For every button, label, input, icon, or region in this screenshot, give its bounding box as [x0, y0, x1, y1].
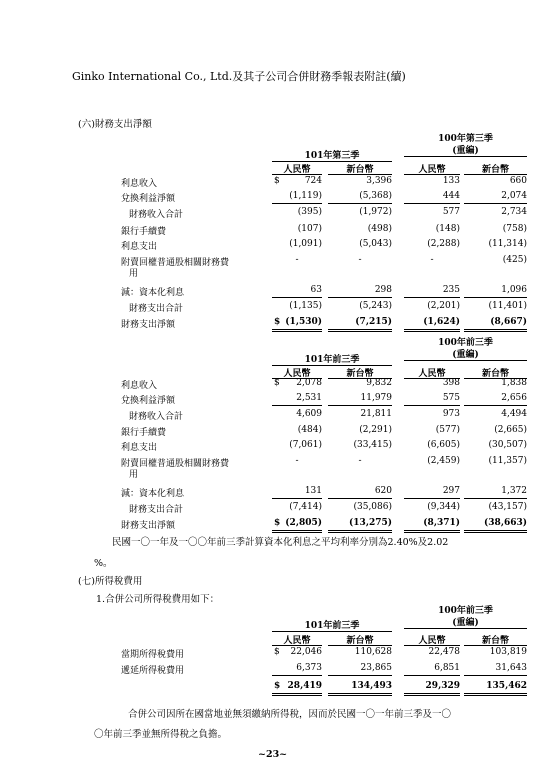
cell-value: (2,805): [285, 518, 322, 528]
column-header-rule: [464, 645, 527, 646]
cell-value: (577): [435, 425, 460, 435]
total-double-rule: [272, 329, 322, 332]
cell-value: (498): [367, 224, 392, 234]
cell-value: 133: [442, 176, 460, 186]
cell-value: (1,091): [289, 239, 322, 249]
section-7-subtitle: 1.合併公司所得稅費用如下：: [96, 594, 220, 605]
cell-value: (43,157): [488, 502, 527, 512]
column-group-b-subtitle: (重編): [452, 350, 479, 360]
cell-value: 134,493: [351, 681, 392, 691]
column-header: 新台幣: [481, 165, 509, 175]
cell-value: (395): [297, 207, 322, 217]
subtotal-rule: [464, 203, 527, 204]
row-label: 財務收入合計: [129, 210, 184, 220]
cell-value: (1,530): [285, 317, 322, 327]
total-double-rule: [464, 693, 527, 696]
column-group-b-subtitle: (重編): [452, 146, 479, 156]
subtotal-rule: [328, 675, 392, 676]
row-label: 附賣回權普通股相關財務費: [121, 459, 230, 469]
cell-value: (148): [435, 224, 460, 234]
cell-value: (2,665): [494, 425, 527, 435]
cell-value: (484): [297, 425, 322, 435]
column-header: 人民幣: [283, 369, 311, 379]
cell-value: (11,314): [488, 239, 527, 249]
subtotal-rule: [464, 498, 527, 499]
section-7-title: (七)所得稅費用: [78, 576, 143, 587]
total-double-rule: [272, 693, 322, 696]
column-group-b-subtitle: (重編): [452, 618, 479, 628]
cell-value: 1,372: [501, 486, 527, 496]
subtotal-rule: [404, 203, 460, 204]
column-header-rule: [272, 645, 322, 646]
total-double-rule: [404, 693, 460, 696]
cell-value: (8,667): [490, 317, 527, 327]
subtotal-rule: [272, 675, 322, 676]
subtotal-rule: [272, 203, 322, 204]
column-group-b-rule: [404, 628, 527, 629]
cell-value: (5,043): [359, 239, 392, 249]
cell-value: 135,462: [486, 681, 527, 691]
column-header-rule: [272, 174, 322, 175]
column-header-rule: [404, 645, 460, 646]
cell-value: (1,119): [289, 191, 322, 201]
cell-value: 577: [442, 207, 460, 217]
cell-value: 398: [442, 378, 460, 388]
total-double-rule: [272, 530, 322, 533]
subtotal-rule: [464, 405, 527, 406]
cell-value: (1,972): [359, 207, 392, 217]
column-header: 新台幣: [346, 636, 374, 646]
cell-value: (1,624): [423, 317, 460, 327]
cell-value: 103,819: [489, 647, 527, 657]
total-double-rule: [328, 693, 392, 696]
row-label: 兌換利益淨額: [121, 396, 176, 406]
cell-value: 620: [374, 486, 392, 496]
cell-value: 973: [442, 409, 460, 419]
column-group-b-title: 100年第三季: [438, 134, 493, 144]
cell-value: 1,838: [501, 378, 527, 388]
subtotal-rule: [328, 498, 392, 499]
cell-value: 2,078: [296, 378, 322, 388]
capitalization-rate-note-line2: %。: [94, 558, 113, 569]
cell-value: 29,329: [425, 681, 460, 691]
column-group-a-title: 101年第三季: [304, 151, 360, 161]
cell-value: (11,357): [488, 456, 527, 466]
subtotal-rule: [328, 297, 392, 298]
cell-value: -: [358, 456, 362, 466]
column-header: 新台幣: [481, 369, 509, 379]
cell-value: (7,414): [289, 502, 322, 512]
row-label: 利息收入: [121, 179, 158, 189]
cell-value: 22,478: [428, 647, 460, 657]
cell-value: (5,243): [359, 301, 392, 311]
row-label: 減：資本化利息: [121, 288, 185, 298]
section-6-title: (六)財務支出淨額: [78, 119, 152, 130]
cell-value: (107): [297, 224, 322, 234]
subtotal-rule: [404, 405, 460, 406]
row-label: 遞延所得稅費用: [121, 666, 185, 676]
cell-value: 4,494: [501, 409, 527, 419]
column-group-a-title: 101年前三季: [304, 621, 360, 631]
column-group-a-rule: [272, 631, 392, 632]
subtotal-rule: [272, 405, 322, 406]
row-label-continuation: 用: [129, 269, 139, 279]
cell-value: 21,811: [360, 409, 392, 419]
column-group-a-title: 101年前三季: [304, 355, 360, 365]
total-double-rule: [404, 530, 460, 533]
cell-value: (38,663): [484, 518, 527, 528]
total-double-rule: [404, 329, 460, 332]
subtotal-rule: [328, 203, 392, 204]
cell-value: 2,734: [501, 207, 527, 217]
column-header-rule: [404, 174, 460, 175]
total-double-rule: [464, 329, 527, 332]
cell-value: (2,459): [427, 456, 460, 466]
cell-value: 31,643: [495, 663, 527, 673]
cell-value: -: [295, 255, 299, 265]
row-label: 當期所得稅費用: [121, 650, 185, 660]
cell-value: 11,979: [360, 393, 392, 403]
column-group-b-rule: [404, 156, 527, 157]
cell-value: (5,368): [359, 191, 392, 201]
cell-value: 2,531: [296, 393, 322, 403]
cell-value: (6,605): [427, 440, 460, 450]
cell-value: 2,074: [501, 191, 527, 201]
column-group-b-title: 100年前三季: [438, 606, 493, 616]
cell-value: (8,371): [423, 518, 460, 528]
cell-value: 297: [442, 486, 460, 496]
capitalization-rate-note-line1: 民國一〇一年及一〇〇年前三季計算資本化利息之平均利率分別為2.40%及2.02: [112, 537, 449, 548]
cell-value: (33,415): [353, 440, 392, 450]
cell-value: (30,507): [488, 440, 527, 450]
cell-value: (11,401): [488, 301, 527, 311]
page-number: ~23~: [258, 749, 288, 760]
currency-symbol: $: [274, 647, 280, 657]
cell-value: (13,275): [349, 518, 392, 528]
subtotal-rule: [272, 498, 322, 499]
row-label: 減：資本化利息: [121, 489, 185, 499]
cell-value: -: [295, 456, 299, 466]
row-label: 財務收入合計: [129, 412, 184, 422]
row-label: 財務支出淨額: [121, 320, 176, 330]
row-label: 財務支出合計: [129, 505, 184, 515]
cell-value: 63: [310, 285, 322, 295]
column-header: 人民幣: [283, 636, 311, 646]
column-header-rule: [328, 645, 392, 646]
cell-value: (2,291): [359, 425, 392, 435]
cell-value: -: [430, 255, 434, 265]
cell-value: (425): [502, 255, 527, 265]
cell-value: (9,344): [427, 502, 460, 512]
cell-value: 724: [304, 176, 322, 186]
cell-value: -: [358, 255, 362, 265]
subtotal-rule: [328, 405, 392, 406]
column-header: 人民幣: [418, 369, 446, 379]
cell-value: 23,865: [360, 663, 392, 673]
column-header: 新台幣: [346, 369, 374, 379]
tax-note-line1: 合併公司因所在國當地並無須繳納所得稅，因而於民國一〇一年前三季及一〇: [128, 709, 452, 720]
column-header: 新台幣: [346, 165, 374, 175]
cell-value: 4,609: [296, 409, 322, 419]
cell-value: 131: [304, 486, 322, 496]
column-header: 人民幣: [283, 165, 311, 175]
cell-value: 1,096: [501, 285, 527, 295]
row-label: 財務支出合計: [129, 304, 184, 314]
cell-value: 28,419: [287, 681, 322, 691]
cell-value: 660: [509, 176, 527, 186]
cell-value: (758): [502, 224, 527, 234]
subtotal-rule: [464, 675, 527, 676]
cell-value: 298: [374, 285, 392, 295]
tax-note-line2: 〇年前三季並無所得稅之負擔。: [94, 729, 228, 740]
cell-value: 444: [442, 191, 460, 201]
cell-value: 110,628: [354, 647, 392, 657]
cell-value: (35,086): [353, 502, 392, 512]
row-label: 附賣回權普通股相關財務費: [121, 258, 230, 268]
row-label: 利息收入: [121, 381, 158, 391]
cell-value: 2,656: [501, 393, 527, 403]
row-label: 兌換利益淨額: [121, 194, 176, 204]
cell-value: 22,046: [290, 647, 322, 657]
row-label: 銀行手續費: [121, 428, 167, 438]
row-label: 銀行手續費: [121, 227, 167, 237]
cell-value: 575: [442, 393, 460, 403]
row-label-continuation: 用: [129, 470, 139, 480]
currency-symbol: $: [274, 317, 281, 327]
currency-symbol: $: [274, 176, 280, 186]
cell-value: (2,288): [427, 239, 460, 249]
column-header: 新台幣: [481, 636, 509, 646]
column-header-rule: [328, 174, 392, 175]
total-double-rule: [464, 530, 527, 533]
cell-value: 9,832: [366, 378, 392, 388]
row-label: 財務支出淨額: [121, 521, 176, 531]
subtotal-rule: [404, 498, 460, 499]
row-label: 利息支出: [121, 443, 158, 453]
cell-value: (7,215): [355, 317, 392, 327]
currency-symbol: $: [274, 518, 281, 528]
column-header: 人民幣: [418, 636, 446, 646]
cell-value: 6,373: [296, 663, 322, 673]
currency-symbol: $: [274, 378, 280, 388]
cell-value: 3,396: [366, 176, 392, 186]
subtotal-rule: [404, 675, 460, 676]
subtotal-rule: [464, 297, 527, 298]
currency-symbol: $: [274, 681, 281, 691]
page-header: Ginko International Co., Ltd.及其子公司合併財務季報表附註(續): [72, 70, 406, 83]
total-double-rule: [328, 530, 392, 533]
row-label: 利息支出: [121, 242, 158, 252]
subtotal-rule: [404, 297, 460, 298]
cell-value: 235: [442, 285, 460, 295]
column-group-b-rule: [404, 360, 527, 361]
total-double-rule: [328, 329, 392, 332]
cell-value: 6,851: [434, 663, 460, 673]
column-group-b-title: 100年前三季: [438, 338, 493, 348]
cell-value: (7,061): [289, 440, 322, 450]
subtotal-rule: [272, 297, 322, 298]
cell-value: (2,201): [427, 301, 460, 311]
column-header-rule: [464, 174, 527, 175]
cell-value: (1,135): [289, 301, 322, 311]
column-header: 人民幣: [418, 165, 446, 175]
